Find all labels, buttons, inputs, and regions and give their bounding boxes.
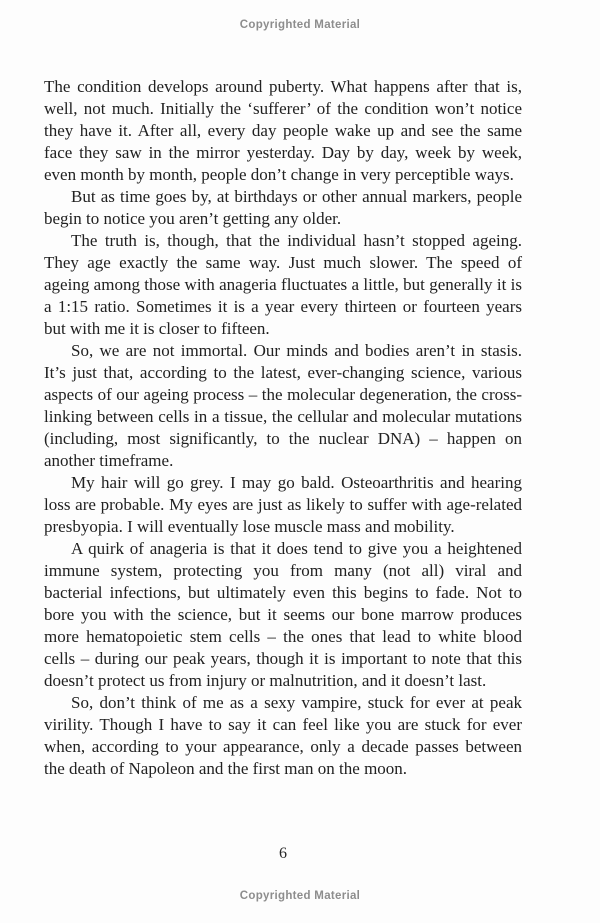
copyright-notice-top: Copyrighted Material — [239, 19, 361, 31]
paragraph: So, we are not immortal. Our minds and bodies aren’t in stasis. It’s just that, according to the latest, ever-changing science, various aspects of our ageing process – the molecular degeneration, the cross-linking between cells in a tissue, the cellular and molecular mutations (including, most significantly, to the nuclear DNA) – happen on another timeframe. — [44, 341, 522, 470]
paragraph: A quirk of anageria is that it does tend to give you a heightened immune system, protecting you from many (not all) viral and bacterial infections, but ultimately even this begins to fade. Not to bore you with the science, but it seems our bone marrow produces more hematopoietic stem cells – the ones that lead to white blood cells – during our peak years, though it is important to note that this doesn’t protect us from injury or malnutrition, and it doesn’t last. — [44, 539, 522, 690]
page-number: 6 — [279, 845, 287, 862]
page-text — [44, 76, 522, 780]
paragraph: My hair will go grey. I may go bald. Osteoarthritis and hearing loss are probable. My eyes are just as likely to suffer with age-related presbyopia. I will eventually lose muscle mass and mobility. — [44, 473, 522, 536]
paragraph: The condition develops around puberty. What happens after that is, well, not much. Initially the ‘sufferer’ of the condition won’t notice they have it. After all, every day people wake up and see the same face they saw in the mirror yesterday. Day by day, week by week, even month by month, people don’t change in very perceptible ways. — [44, 77, 522, 184]
paragraph: So, don’t think of me as a sexy vampire, stuck for ever at peak virility. Though I have to say it can feel like you are stuck for ever when, according to your appearance, only a decade passes between the death of Napoleon and the first man on the moon. — [44, 693, 522, 778]
copyright-notice-bottom: Copyrighted Material — [239, 890, 361, 902]
paragraph: The truth is, though, that the individual hasn’t stopped ageing. They age exactly the same way. Just much slower. The speed of ageing among those with anageria fluctuates a little, but generally it is a 1:15 ratio. Sometimes it is a year every thirteen or fourteen years but with me it is closer to fifteen. — [44, 231, 522, 338]
paragraph: But as time goes by, at birthdays or other annual markers, people begin to notice you aren’t getting any older. — [44, 187, 522, 228]
